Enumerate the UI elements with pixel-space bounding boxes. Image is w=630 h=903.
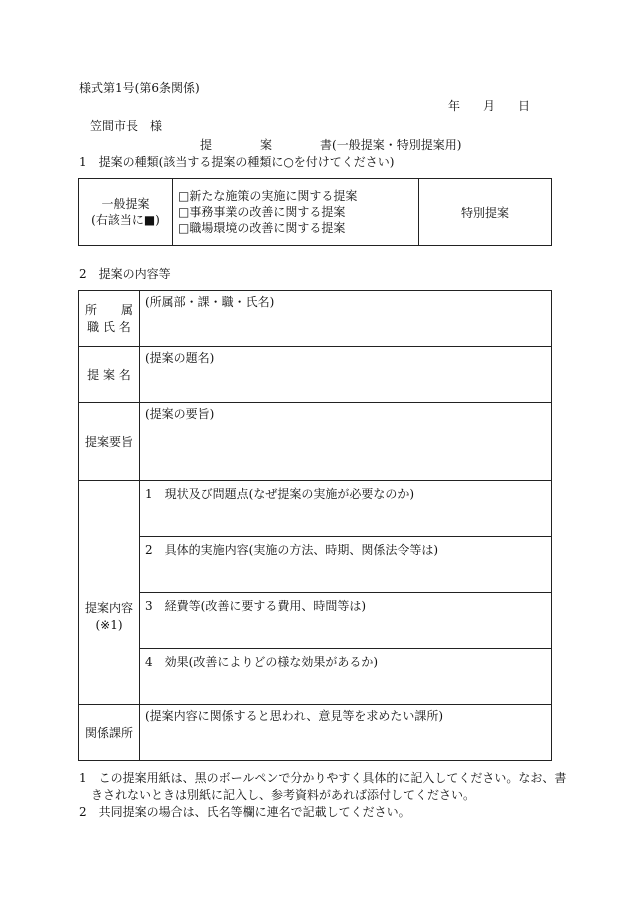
content-field-cost[interactable] <box>140 593 552 649</box>
content-label-note: (※1) <box>95 617 123 632</box>
content-item-2: 2 具体的実施内容(実施の方法、時期、関係法令等は) <box>145 543 439 557</box>
proposal-name-label: 提 案 名 <box>87 368 131 382</box>
affiliation-hint: (所属部・課・職・氏名) <box>145 295 275 309</box>
content-field-effect[interactable] <box>140 649 552 705</box>
option-new-policy[interactable]: □新たな施策の実施に関する提案 <box>178 189 358 203</box>
title-suffix: (一般提案・特別提案用) <box>332 138 462 152</box>
dept-label: 関係課所 <box>84 726 133 740</box>
affiliation-label: 所 属 <box>84 302 133 317</box>
special-proposal-cell[interactable] <box>419 179 552 246</box>
title-main: 提 案 書 <box>200 138 333 152</box>
summary-label-cell <box>79 403 140 481</box>
content-label-cell <box>79 481 140 705</box>
note-1-line-1: 1 この提案用紙は、黒のボールペンで分かりやすく具体的に記入してください。なお、書 <box>79 771 567 785</box>
section2-heading: 2 提案の内容等 <box>79 267 171 281</box>
general-label-note: (右該当に■) <box>91 213 160 227</box>
proposal-name-field[interactable] <box>140 347 552 403</box>
special-label: 特別提案 <box>460 205 509 220</box>
notes <box>79 770 567 821</box>
addressee: 笠間市長 様 <box>90 119 163 133</box>
dept-field[interactable] <box>140 705 552 761</box>
dept-hint: (提案内容に関係すると思われ、意見等を求めたい課所) <box>145 709 444 723</box>
general-options-cell <box>173 179 419 246</box>
content-field-current-issues[interactable] <box>140 481 552 537</box>
proposal-type-table <box>78 178 552 246</box>
date-month: 月 <box>483 99 496 113</box>
affiliation-label-cell <box>79 291 140 347</box>
section1-heading: 1 提案の種類(該当する提案の種類に○を付けてください) <box>79 155 395 169</box>
summary-hint: (提案の要旨) <box>145 407 215 421</box>
note-1-line-2: きされないときは別紙に記入し、参考資料があれば添付してください。 <box>79 788 476 802</box>
general-label: 一般提案 <box>101 197 150 211</box>
option-workplace-improvement[interactable]: □職場環境の改善に関する提案 <box>178 221 346 235</box>
dept-label-cell <box>79 705 140 761</box>
general-proposal-cell <box>79 179 173 246</box>
name-title-label: 職 氏 名 <box>87 319 131 334</box>
form-number: 様式第1号(第6条関係) <box>79 81 200 95</box>
content-item-4: 4 効果(改善によりどの様な効果があるか) <box>145 655 378 669</box>
content-field-implementation[interactable] <box>140 537 552 593</box>
note-2: 2 共同提案の場合は、氏名等欄に連名で記載してください。 <box>79 805 411 819</box>
proposal-name-label-cell <box>79 347 140 403</box>
content-label: 提案内容 <box>84 600 133 615</box>
summary-label: 提案要旨 <box>84 435 133 449</box>
content-item-3: 3 経費等(改善に要する費用、時間等は) <box>145 599 366 613</box>
date-day: 日 <box>518 99 531 113</box>
date-year: 年 <box>448 99 461 113</box>
affiliation-field[interactable] <box>140 291 552 347</box>
option-business-improvement[interactable]: □事務事業の改善に関する提案 <box>178 205 346 219</box>
proposal-name-hint: (提案の題名) <box>145 351 215 365</box>
page-title <box>200 139 461 151</box>
content-item-1: 1 現状及び問題点(なぜ提案の実施が必要なのか) <box>145 487 414 501</box>
summary-field[interactable] <box>140 403 552 481</box>
proposal-content-table <box>78 290 552 761</box>
